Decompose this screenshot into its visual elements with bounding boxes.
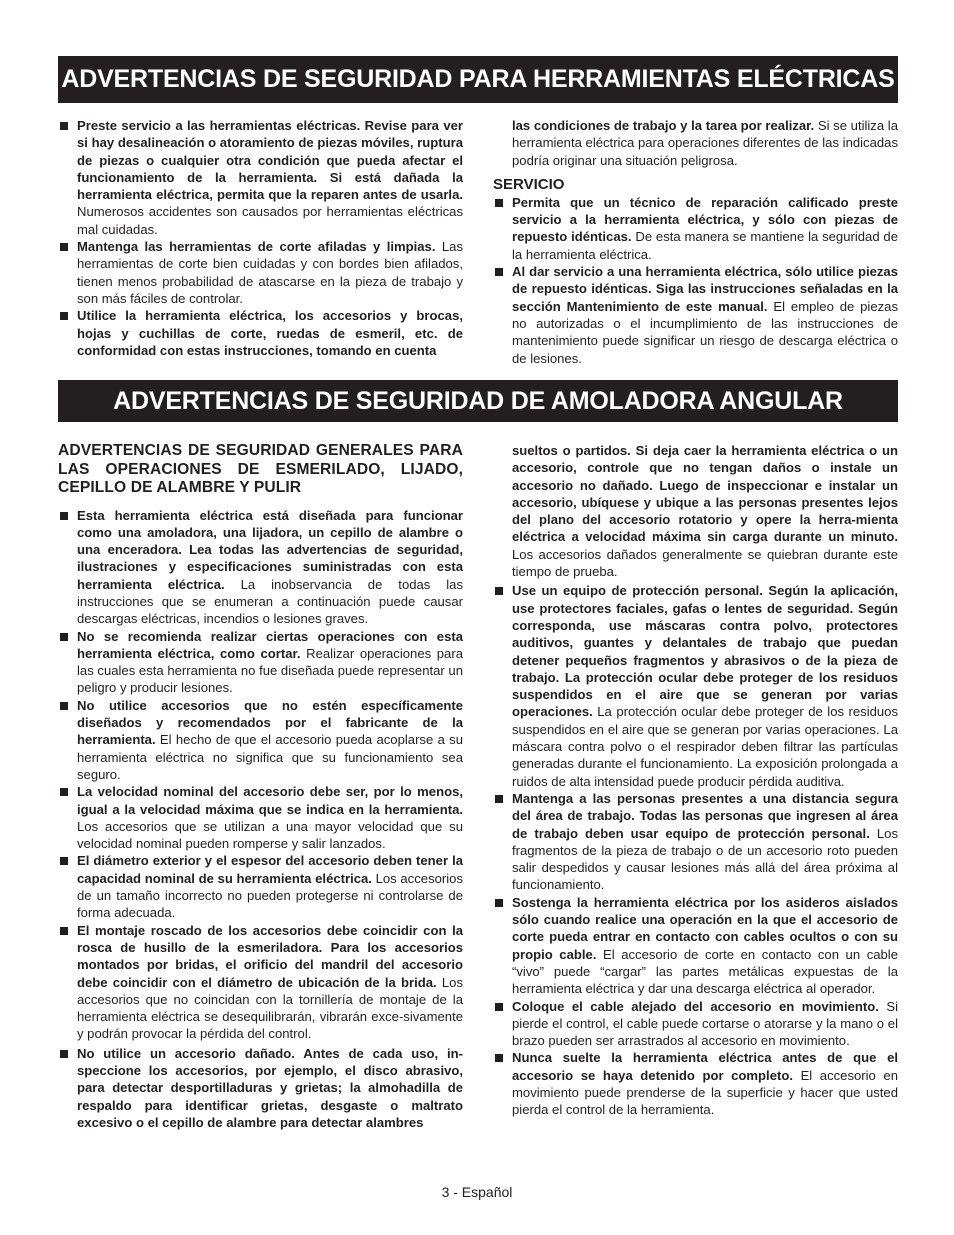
list-item: El montaje roscado de los accesorios debe coincidir con la rosca de husillo de la esmeriladora. Para los accesorios montados por bridas, el orificio del mandril del accesorio debe coincidir con el diámetro de ubicación de la brida. Los accesorios que no coincidan con la tornillería de montaje de la herramienta eléctrica se desequilibrarán, vibrarán exce-sivamente y podrán provocar la pérdida del control. [58, 922, 463, 1043]
list-item: Sostenga la herramienta eléctrica por los asideros aislados sólo cuando realice una operación en la que el accesorio de corte pueda entrar en contacto con cables ocultos o con su propio cable. El accesorio de corte en contacto con un cable “vivo” puede “cargar” las partes metálicas expuestas de la herramienta eléctrica y dar una descarga eléctrica al operador. [493, 894, 898, 998]
section-banner-angle-grinder: ADVERTENCIAS DE SEGURIDAD DE AMOLADORA ANGULAR [58, 380, 898, 422]
list-item: Permita que un técnico de reparación calificado preste servicio a la herramienta eléctrica, y sólo con piezas de repuesto idénticas. De esta manera se mantiene la seguridad de la herramienta eléctrica. [493, 194, 898, 263]
page-number: 3 - Español [441, 1184, 513, 1200]
column-right-top [493, 117, 898, 367]
list-item: No utilice accesorios que no estén específicamente diseñados y recomendados por el fabricante de la herramienta. El hecho de que el accesorio pueda acoplarse a su herramienta eléctrica no significa que su funcionamiento sea seguro. [58, 697, 463, 783]
list-item: Esta herramienta eléctrica está diseñada para funcionar como una amoladora, una lijadora, un cepillo de alambre o una enceradora. Lea todas las advertencias de seguridad, ilustraciones y especificaciones suministradas con esta herramienta eléctrica. La inobservancia de todas las instrucciones que se enumeran a continuación puede causar descargas eléctricas, incendios o lesiones graves. [58, 507, 463, 628]
column-right-bottom [493, 442, 898, 1119]
column-left-top [58, 117, 463, 359]
list-item: La velocidad nominal del accesorio debe ser, por lo menos, igual a la velocidad máxima que se indica en la herramienta. Los accesorios que se utilizan a una mayor velocidad que su velocidad nominal pueden romperse y salir lanzados. [58, 783, 463, 852]
list-item: Utilice la herramienta eléctrica, los accesorios y brocas, hojas y cuchillas de corte, ruedas de esmeril, etc. de conformidad con estas instrucciones, tomando en cuenta [58, 307, 463, 359]
list-item: Preste servicio a las herramientas eléctricas. Revise para ver si hay desalineación o atoramiento de piezas móviles, ruptura de piezas o cualquier otra condición que pueda afectar el funcionamiento de la herramienta. Si está dañada la herramienta eléctrica, permita que la reparen antes de usarla. Numerosos accidentes son causados por herramientas eléctricas mal cuidadas. [58, 117, 463, 238]
column-left-bottom [58, 442, 463, 1131]
section-banner-power-tools: ADVERTENCIAS DE SEGURIDAD PARA HERRAMIENTAS ELÉCTRICAS [58, 56, 898, 103]
list-item: No utilice un accesorio dañado. Antes de cada uso, in-speccione los accesorios, por ejemplo, el disco abrasivo, para detectar desportilladuras y grietas; la almohadilla de respaldo para identificar grietas, desgaste o maltrato excesivo o el cepillo de alambre para detectar alambres [58, 1045, 463, 1131]
subheading-servicio: SERVICIO [493, 175, 565, 193]
list-item-continued: sueltos o partidos. Si deja caer la herramienta eléctrica o un accesorio, controle que no tengan daños o instale un accesorio no dañado. Luego de inspeccionar e instalar un accesorio, ubíquese y ubique a las personas presentes lejos del plano del accesorio rotatorio y opere la herra-mienta eléctrica a velocidad máxima sin carga durante un minuto. Los accesorios dañados generalmente se quiebran durante este tiempo de prueba. [512, 443, 898, 580]
list-item-continued: las condiciones de trabajo y la tarea por realizar. Si se utiliza la herramienta eléctrica para operaciones diferentes de las indicadas podría originar una situación peligrosa. [512, 118, 898, 168]
list-item: Use un equipo de protección personal. Según la aplicación, use protectores faciales, gafas o lentes de seguridad. Según corresponda, use máscaras contra polvo, protectores auditivos, guantes y delantales de trabajo que puedan detener pequeños fragmentos y abrasivos o de la pieza de trabajo. La protección ocular debe proteger de los residuos suspendidos en el aire que se generan por varias operaciones. La protección ocular debe proteger de los residuos suspendidos en el aire que se generan por varias operaciones. La máscara contra polvo o el respirador deben filtrar las partículas generadas durante el funcionamiento. La exposición prolongada a ruidos de alta intensidad puede producir pérdida auditiva. [493, 582, 898, 790]
list-item: Mantenga a las personas presentes a una distancia segura del área de trabajo. Todas las personas que ingresen al área de trabajo deben usar equipo de protección personal. Los fragmentos de la pieza de trabajo o de un accesorio roto pueden salir despedidos y causar lesiones más allá del área próxima al funcionamiento. [493, 790, 898, 894]
section-heading: ADVERTENCIAS DE SEGURIDAD GENERALES PARA LAS OPERACIONES DE ESMERILADO, LIJADO, CEPILLO DE ALAMBRE Y PULIR [58, 442, 463, 496]
list-item: No se recomienda realizar ciertas operaciones con esta herramienta eléctrica, como cortar. Realizar operaciones para las cuales esta herramienta no fue diseñada puede representar un peligro y producir lesiones. [58, 628, 463, 697]
list-item: Al dar servicio a una herramienta eléctrica, sólo utilice piezas de repuesto idénticas. Siga las instrucciones señaladas en la sección Mantenimiento de este manual. El empleo de piezas no autorizadas o el incumplimiento de las instrucciones de mantenimiento puede significar un riesgo de descarga eléctrica o de lesiones. [493, 263, 898, 367]
list-item: Coloque el cable alejado del accesorio en movimiento. Si pierde el control, el cable puede cortarse o atorarse y la mano o el brazo pueden ser arrastrados al accesorio en movimiento. [493, 998, 898, 1050]
list-item: Mantenga las herramientas de corte afiladas y limpias. Las herramientas de corte bien cuidadas y con bordes bien afilados, tienen menos probabilidad de atascarse en la pieza de trabajo y son más fáciles de controlar. [58, 238, 463, 307]
list-item: El diámetro exterior y el espesor del accesorio deben tener la capacidad nominal de su herramienta eléctrica. Los accesorios de un tamaño incorrecto no pueden protegerse ni controlarse de forma adecuada. [58, 852, 463, 921]
list-item: Nunca suelte la herramienta eléctrica antes de que el accesorio se haya detenido por completo. El accesorio en movimiento puede prenderse de la superficie y hacer que usted pierda el control de la herramienta. [493, 1049, 898, 1118]
